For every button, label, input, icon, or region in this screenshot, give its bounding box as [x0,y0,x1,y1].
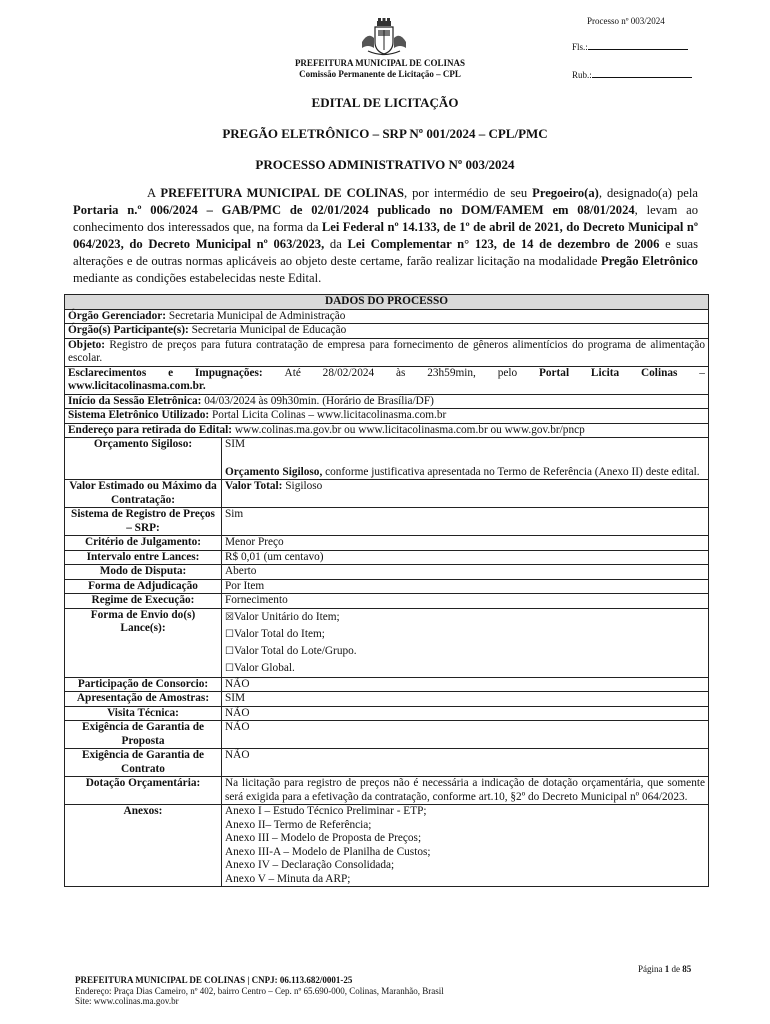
list-item: Anexo IV – Declaração Consolidada; [225,859,395,871]
valor-bold: Valor Total: [225,480,283,492]
envio-option-label: Valor Total do Item; [233,627,325,640]
esc-word: e [168,366,174,379]
dotacao-value: Na licitação para registro de preços não é necessária a indicação de dotação orçamentária, que somente será exigida para a efetivação da contratação, conforme art.10, §2º do Decreto Municipal nº 064/2023. [222,777,709,805]
modo-label: Modo de Disputa: [65,565,222,580]
esc-word: Portal [538,366,570,379]
esc-word: 23h59min, [427,366,476,379]
footer-org: PREFEITURA MUNICIPAL DE COLINAS | CNPJ: 06.113.682/0001-25 [75,975,353,985]
table-row [65,692,709,707]
intro-text: , por intermédio de seu [403,186,533,200]
inicio-sessao-label: Início da Sessão Eletrônica: [68,394,202,407]
processo-title: PROCESSO ADMINISTRATIVO Nº 003/2024 [255,157,515,172]
table-row [65,805,709,887]
intro-paragraph [73,185,698,287]
table-row [65,536,709,551]
esc-word: Esclarecimentos [68,366,147,379]
endereco-cell [65,423,709,438]
process-number: Processo nº 003/2024 [587,16,665,26]
orgao-participante-value: Secretaria Municipal de Educação [188,324,347,336]
envio-options [222,608,709,677]
esc-word: 28/02/2024 [322,366,375,379]
dotacao-label: Dotação Orçamentária: [65,777,222,805]
table-row [65,777,709,805]
list-item: Anexo III – Modelo de Proposta de Preços; [225,832,422,844]
envio-option-label: Valor Total do Lote/Grupo. [233,644,357,657]
intro-bold: Lei Complementar n° 123, de 14 de dezembro de 2006 [347,237,660,251]
intro-text: , designado(a) pela [598,186,698,200]
table-row [65,423,709,438]
page-current: 1 [664,964,670,974]
orgao-participante-label: Órgão(s) Participante(s): [68,324,189,336]
inicio-sessao-value: 04/03/2024 às 09h30min. (Horário de Brasília/DF) [201,394,434,407]
esclarecimentos-site-link[interactable]: www.licitacolinasma.com.br. [68,380,206,392]
table-row [65,438,709,480]
table-row [65,677,709,692]
adjudicacao-value: Por Item [222,579,709,594]
orgao-participante-cell [65,324,709,339]
adjudicacao-label: Forma de Adjudicação [65,579,222,594]
page-number [638,964,691,974]
intro-text: mediante as condições estabelecidas neste Edital. [73,271,322,285]
consorcio-label: Participação de Consorcio: [65,677,222,692]
table-row [65,366,709,394]
coat-of-arms-icon [360,18,408,56]
table-row [65,721,709,749]
intro-text: da [324,237,348,251]
orgao-gerenciador-label: Órgão Gerenciador: [68,309,166,322]
header-commission: Comissão Permanente de Licitação – CPL [299,69,461,79]
regime-label: Regime de Execução: [65,594,222,609]
checkbox-icon[interactable]: ☐ [225,645,234,657]
intro-bold: Portaria n.º 006/2024 – GAB/PMC de 02/01/2024 publicado no DOM/FAMEM em 08/01/2024 [73,203,635,217]
fls-label: Fls.: [572,42,588,52]
envio-option [225,609,705,626]
objeto-cell [65,338,709,366]
list-item: Anexo V – Minuta da ARP; [225,872,351,885]
valor-value: Sigiloso [282,480,323,492]
envio-option-label: Valor Global. [233,661,295,674]
visita-value: NÃO [222,706,709,721]
objeto-value: Registro de preços para futura contratação de empresa para fornecimento de gêneros alimentícios do programa de alimentação escolar. [68,338,705,364]
envio-option [225,643,705,660]
process-data-table [64,294,709,887]
modo-value: Aberto [222,565,709,580]
amostras-label: Apresentação de Amostras: [65,692,222,707]
srp-value: Sim [222,508,709,536]
table-row [65,579,709,594]
amostras-value: SIM [222,692,709,707]
sistema-value: Portal Licita Colinas – www.licitacolinasma.com.br [209,409,447,421]
table-row [65,394,709,409]
criterio-value: Menor Preço [222,536,709,551]
header-org-name: PREFEITURA MUNICIPAL DE COLINAS [294,58,466,68]
intro-text: e suas alterações e de outras normas aplicáveis ao objeto deste certame, farão realizar licitação na modalidade [73,237,699,268]
page-footer [75,975,444,1007]
checkbox-icon[interactable]: ☐ [225,628,234,640]
esc-word: Até [284,366,301,379]
esc-word: Impugnações: [194,366,263,379]
fls-field [572,41,692,53]
intro-text: A [147,186,161,200]
table-row [65,338,709,366]
esclarecimentos-cell [65,366,709,394]
sistema-cell [65,409,709,424]
pregao-title: PREGÃO ELETRÔNICO – SRP Nº 001/2024 – CPL/PMC [222,126,548,141]
orgao-gerenciador-value: Secretaria Municipal de Administração [166,309,346,322]
table-row [65,309,709,324]
orgao-gerenciador-cell [65,309,709,324]
objeto-label: Objeto: [68,338,106,351]
doc-title: EDITAL DE LICITAÇÃO [311,95,459,110]
intervalo-label: Intervalo entre Lances: [65,550,222,565]
intro-bold: Pregoeiro(a) [532,186,599,200]
consorcio-value: NÃO [222,677,709,692]
sistema-label: Sistema Eletrônico Utilizado: [68,409,210,421]
visita-label: Visita Técnica: [65,706,222,721]
srp-label: Sistema de Registro de Preços – SRP: [65,508,222,536]
endereco-label: Endereço para retirada do Edital: [68,423,233,436]
orcamento-bold: Orçamento Sigiloso, [225,465,323,478]
valor-label: Valor Estimado ou Máximo da Contratação: [65,480,222,508]
table-row [65,706,709,721]
table-row [65,508,709,536]
table-row [65,295,709,310]
list-item: Anexo II– Termo de Referência; [225,818,372,831]
orcamento-value: conforme justificativa apresentada no Termo de Referência (Anexo II) deste edital. [322,465,700,478]
esc-word: Colinas [641,366,678,379]
page-of: de [669,964,683,974]
anexos-label: Anexos: [65,805,222,887]
intro-bold: Pregão Eletrônico [600,254,698,268]
esc-word: pelo [497,366,518,379]
endereco-value: www.colinas.ma.gov.br ou www.licitacolinasma.com.br ou www.gov.br/pncp [232,423,585,436]
rub-label: Rub.: [572,70,592,80]
envio-label: Forma de Envio do(s) Lance(s): [65,608,222,677]
envio-option [225,626,705,643]
esc-word: – [699,366,705,379]
table-row [65,480,709,508]
footer-site: Site: www.colinas.ma.gov.br [75,996,179,1006]
table-row [65,565,709,580]
fls-blank-line [588,41,688,50]
orcamento-cell [222,438,709,480]
regime-value: Fornecimento [222,594,709,609]
checkbox-icon[interactable]: ☒ [225,611,234,623]
envio-option [225,660,705,677]
garantia-contrato-value: NÃO [222,749,709,777]
esc-word: às [395,366,406,379]
intervalo-value: R$ 0,01 (um centavo) [222,550,709,565]
intro-bold: PREFEITURA MUNICIPAL DE COLINAS [160,186,404,200]
garantia-proposta-value: NÃO [222,721,709,749]
intro-text: , levam ao conhecimento dos interessados que, na forma da [73,203,698,234]
table-row [65,594,709,609]
anexos-list [222,805,709,887]
table-row [65,550,709,565]
orcamento-text [225,466,705,480]
inicio-sessao-cell [65,394,709,409]
garantia-contrato-label: Exigência de Garantia de Contrato [65,749,222,777]
orcamento-sim: SIM [225,438,246,450]
list-item: Anexo I – Estudo Técnico Preliminar - ETP; [225,805,427,817]
esclarecimentos-line [68,367,705,381]
table-row [65,324,709,339]
intro-bold: Lei Federal nº 14.133, de 1º de abril de 2021, do Decreto Municipal nº 064/2023, do Decreto Municipal nº 063/2023, [73,220,698,251]
orcamento-label: Orçamento Sigiloso: [65,438,222,480]
table-row [65,749,709,777]
checkbox-icon[interactable]: ☐ [225,662,234,674]
criterio-label: Critério de Julgamento: [65,536,222,551]
list-item: Anexo III-A – Modelo de Planilha de Custos; [225,845,431,858]
table-row [65,608,709,677]
page-label: Página [638,964,665,974]
table-header: DADOS DO PROCESSO [65,295,709,310]
valor-cell [222,480,709,508]
footer-address: Endereço: Praça Dias Cameiro, nº 402, bairro Centro – Cep. nº 65.690-000, Colinas, Maranhão, Brasil [75,985,444,996]
table-row [65,409,709,424]
envio-option-label: Valor Unitário do Item; [233,610,340,623]
esc-word: Licita [590,366,620,379]
garantia-proposta-label: Exigência de Garantia de Proposta [65,721,222,749]
page-total: 85 [682,964,692,974]
